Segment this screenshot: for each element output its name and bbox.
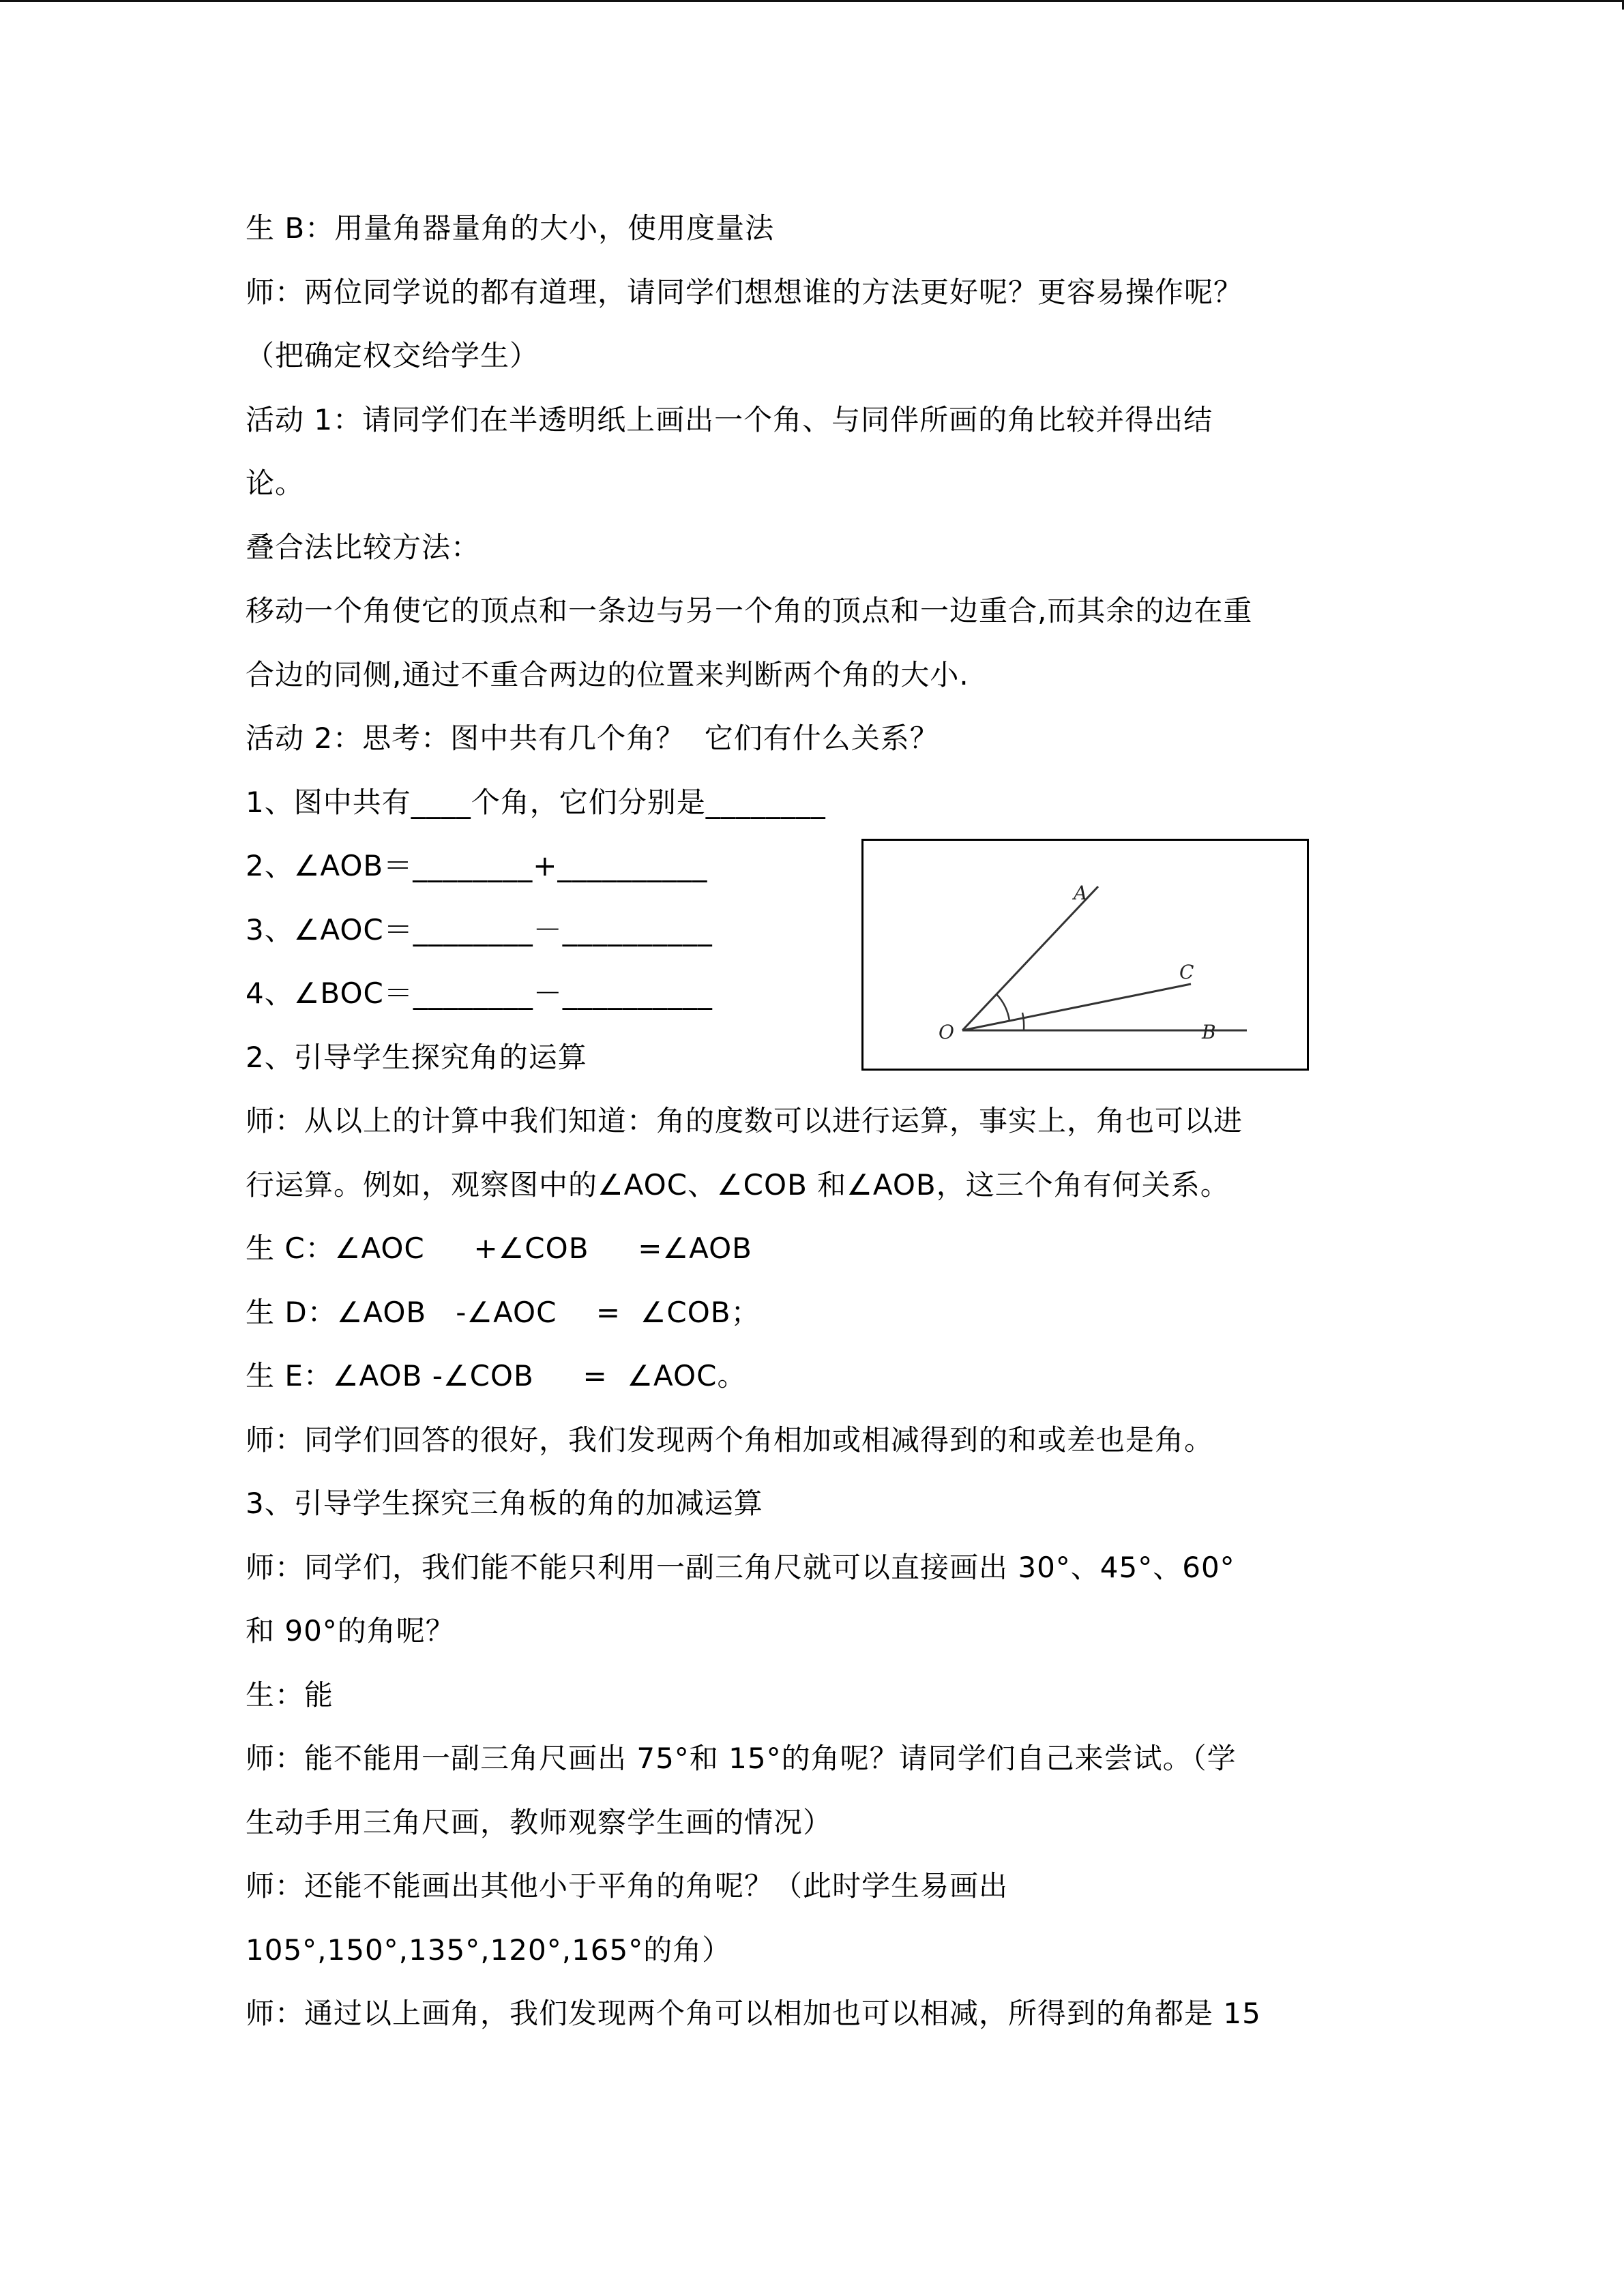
arc-aoc <box>996 994 1009 1021</box>
ray-oc <box>962 984 1191 1030</box>
label-b: B <box>1202 1021 1216 1043</box>
text-line: （把确定权交给学生） <box>246 339 540 372</box>
text-line: 活动 2：思考：图中共有几个角？ 它们有什么关系？ <box>246 721 939 755</box>
label-o: O <box>939 1021 954 1043</box>
text-line: 生 D：∠AOB -∠AOC = ∠COB； <box>246 1296 761 1329</box>
text-line: 2、∠AOB＝________+__________ <box>246 849 708 882</box>
text-line: 师：通过以上画角，我们发现两个角可以相加也可以相减，所得到的角都是 15 <box>246 1997 1261 2030</box>
text-line: 105°,150°,135°,120°,165°的角） <box>246 1933 732 1967</box>
text-line: 师：同学们回答的很好，我们发现两个角相加或相减得到的和或差也是角。 <box>246 1423 1214 1457</box>
text-line: 3、∠AOC＝________－__________ <box>246 913 713 946</box>
arc-boc <box>1022 1013 1024 1030</box>
text-line: 师：还能不能画出其他小于平角的角呢？（此时学生易画出 <box>246 1869 1009 1903</box>
page-top-border <box>0 0 1624 2</box>
text-line: 生 B：用量角器量角的大小，使用度量法 <box>246 211 775 245</box>
text-line: 师：同学们，我们能不能只利用一副三角尺就可以直接画出 30°、45°、60° <box>246 1551 1235 1584</box>
text-line: 师：从以上的计算中我们知道：角的度数可以进行运算，事实上，角也可以进 <box>246 1104 1243 1137</box>
text-line: 活动 1：请同学们在半透明纸上画出一个角、与同伴所画的角比较并得出结 <box>246 403 1213 436</box>
text-line: 师：两位同学说的都有道理，请同学们想想谁的方法更好呢？更容易操作呢？ <box>246 275 1243 309</box>
text-line: 生 C：∠AOC +∠COB =∠AOB <box>246 1232 752 1265</box>
text-line: 2、引导学生探究角的运算 <box>246 1041 587 1074</box>
text-line: 合边的同侧,通过不重合两边的位置来判断两个角的大小. <box>246 658 969 691</box>
text-line: 4、∠BOC＝________－__________ <box>246 976 713 1010</box>
text-line: 行运算。例如，观察图中的∠AOC、∠COB 和∠AOB，这三个角有何关系。 <box>246 1168 1230 1202</box>
angle-figure <box>861 839 1309 1071</box>
label-a: A <box>1074 882 1088 904</box>
text-line: 生动手用三角尺画，教师观察学生画的情况） <box>246 1806 833 1839</box>
angle-diagram <box>863 841 1307 1069</box>
text-line: 生：能 <box>246 1678 334 1712</box>
text-line: 生 E：∠AOB -∠COB = ∠AOC。 <box>246 1359 747 1392</box>
text-line: 叠合法比较方法： <box>246 531 481 564</box>
text-line: 1、图中共有____个角，它们分别是________ <box>246 786 826 819</box>
text-line: 师：能不能用一副三角尺画出 75°和 15°的角呢？请同学们自己来尝试。（学 <box>246 1742 1237 1775</box>
text-line: 和 90°的角呢？ <box>246 1614 455 1648</box>
text-line: 论。 <box>246 466 305 500</box>
text-line: 移动一个角使它的顶点和一条边与另一个角的顶点和一边重合,而其余的边在重 <box>246 594 1253 627</box>
ray-oa <box>962 886 1098 1030</box>
label-c: C <box>1179 961 1194 983</box>
text-line: 3、引导学生探究三角板的角的加减运算 <box>246 1487 763 1520</box>
